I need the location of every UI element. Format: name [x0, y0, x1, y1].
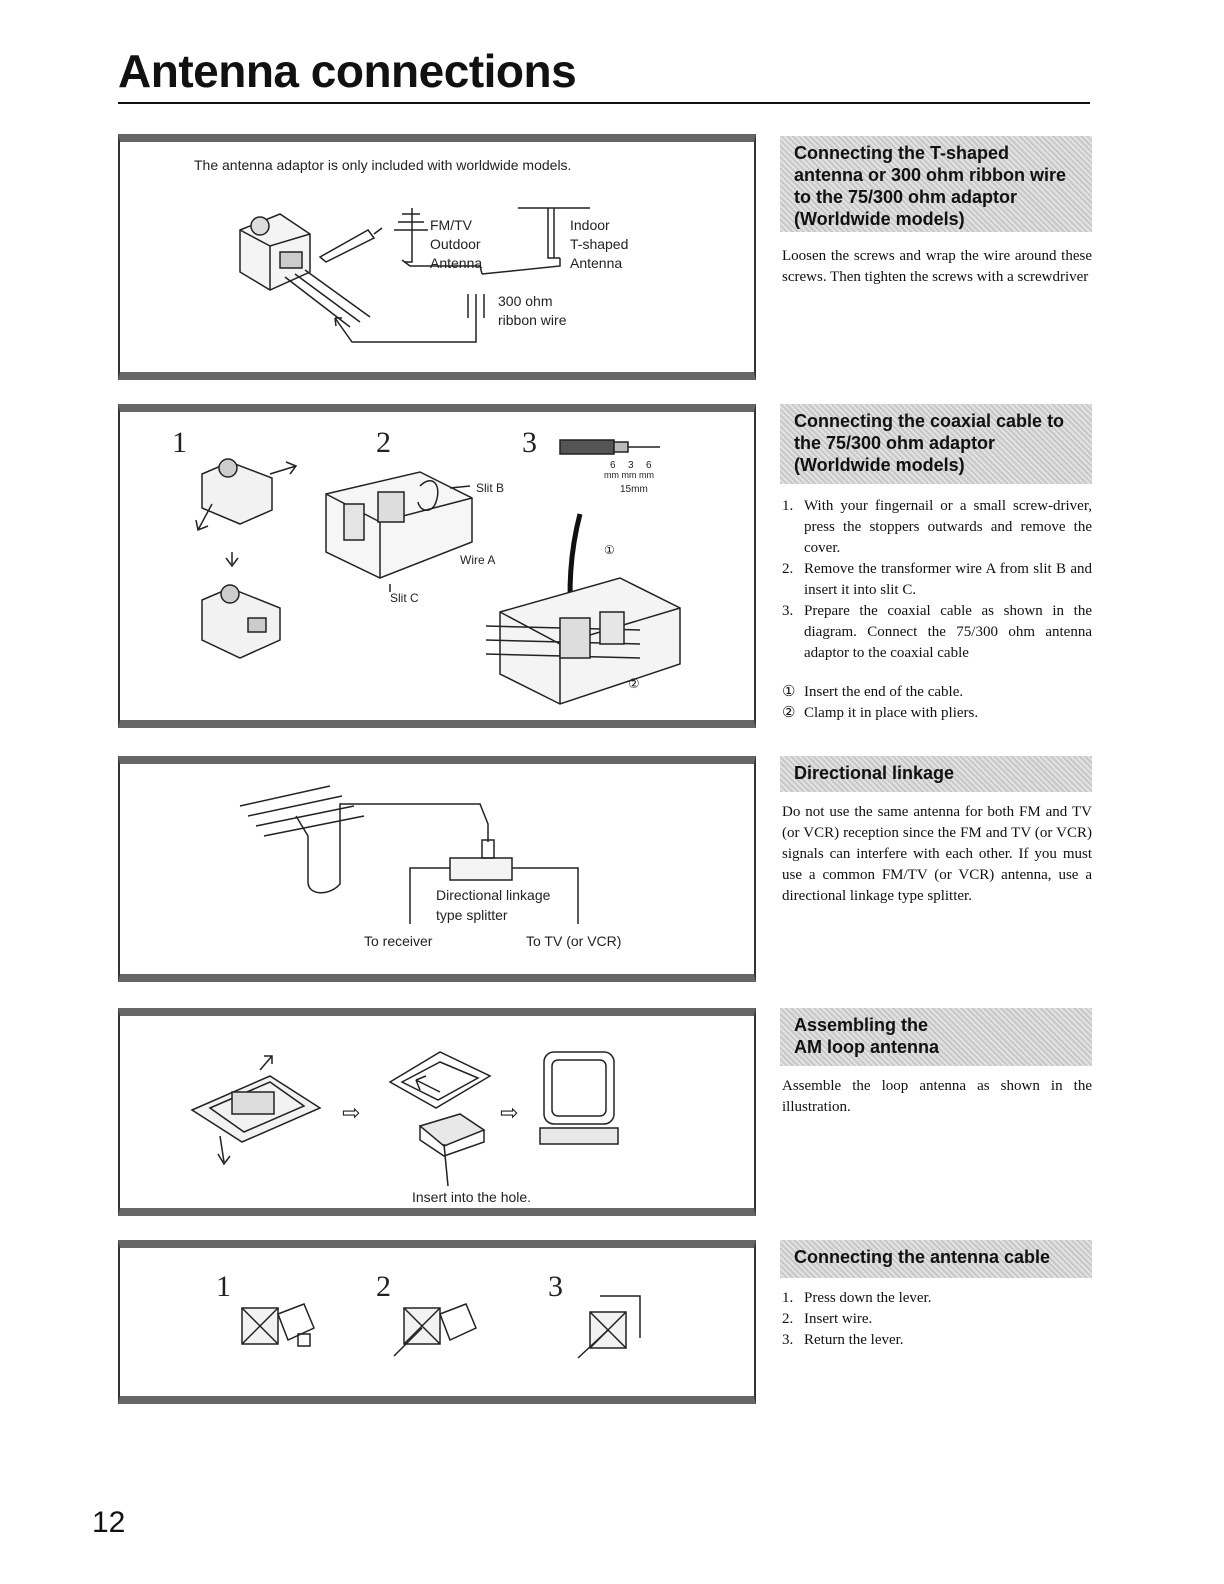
heading-antenna-cable: Connecting the antenna cable	[780, 1240, 1092, 1278]
cable-diagram-panel	[118, 1240, 756, 1404]
splitter-diagram	[120, 764, 754, 974]
terminal-lever-return-icon	[578, 1296, 640, 1358]
cable-step-1: 1	[216, 1270, 231, 1303]
screwdriver-icon	[320, 228, 382, 262]
coax-step-3: 3	[522, 426, 537, 459]
fm-tv-label: FM/TV	[430, 217, 472, 233]
cable-step: 1. Press down the lever.	[782, 1290, 932, 1306]
heading-tshaped: Connecting the T-shaped antenna or 300 ohm ribbon wire to the 75/300 ohm adaptor (Worldwide models)	[780, 136, 1092, 232]
am-loop-diagram-panel	[118, 1008, 756, 1216]
cable-steps	[782, 1288, 1092, 1351]
callout-1: ①	[604, 543, 615, 557]
title-rule	[118, 102, 1090, 104]
ribbon-wire-label: ribbon wire	[498, 312, 567, 328]
worldwide-note: The antenna adaptor is only included with worldwide models.	[194, 157, 572, 173]
ribbon-300-label: 300 ohm	[498, 293, 553, 309]
dim-mm: mm mm mm	[604, 470, 654, 480]
coaxial-step: 3. Prepare the coaxial cable as shown in the diagram. Connect the 75/300 ohm antenna adaptor to the coaxial cable	[782, 603, 1092, 661]
coax-step-2: 2	[376, 426, 391, 459]
indoor-antenna-label: Antenna	[570, 255, 623, 271]
dim-6a: 6	[610, 460, 616, 471]
heading-directional: Directional linkage	[780, 756, 1092, 792]
splitter-label-1: Directional linkage	[436, 887, 551, 903]
cable-diagram	[120, 1248, 754, 1396]
wire-a-label: Wire A	[460, 553, 496, 567]
cable-step-2: 2	[376, 1270, 391, 1303]
am-loop-diagram	[120, 1016, 754, 1208]
adaptor-illustration	[240, 214, 370, 327]
coax-step-1: 1	[172, 426, 187, 459]
coaxial-note: ② Clamp it in place with pliers.	[782, 705, 979, 721]
coaxial-note: ① Insert the end of the cable.	[782, 684, 964, 700]
callout-2: ②	[628, 676, 640, 691]
coaxial-cable-icon	[560, 440, 660, 454]
loop-base-illustration	[192, 1056, 320, 1164]
t-shaped-label: T-shaped	[570, 236, 629, 252]
slit-c-label: Slit C	[390, 591, 419, 605]
outdoor-label: Outdoor	[430, 236, 481, 252]
coaxial-diagram	[120, 412, 754, 720]
indoor-label: Indoor	[570, 217, 610, 233]
adaptor-with-cable-illustration	[486, 578, 680, 704]
coaxial-steps	[782, 496, 1092, 664]
adaptor-diagram-panel	[118, 134, 756, 380]
coaxial-diagram-panel	[118, 404, 756, 728]
dim-3: 3	[628, 460, 634, 471]
dim-6b: 6	[646, 460, 652, 471]
antenna-label: Antenna	[430, 255, 483, 271]
assembled-loop-illustration	[540, 1052, 618, 1144]
coaxial-step: 1. With your fingernail or a small screw-driver, press the stoppers outwards and remove the cover.	[782, 498, 1092, 556]
splitter-diagram-panel	[118, 756, 756, 982]
insert-hole-label: Insert into the hole.	[412, 1189, 532, 1205]
to-tv-label: To TV (or VCR)	[526, 933, 622, 949]
loop-assembly-illustration	[390, 1052, 490, 1186]
cable-step-3: 3	[548, 1270, 563, 1303]
heading-coaxial: Connecting the coaxial cable to the 75/300 ohm adaptor (Worldwide models)	[780, 404, 1092, 484]
page-title: Antenna connections	[118, 45, 577, 97]
arrow-right-icon-2: ⇨	[500, 1100, 519, 1125]
to-receiver-label: To receiver	[364, 933, 433, 949]
am-loop-body: Assemble the loop antenna as shown in the illustration.	[782, 1078, 1092, 1115]
coaxial-notes	[782, 682, 1092, 724]
opened-adaptor-illustration	[326, 472, 472, 592]
arrow-right-icon-1: ⇨	[342, 1100, 361, 1125]
cable-step: 3. Return the lever.	[782, 1332, 904, 1348]
heading-am-loop: Assembling the AM loop antenna	[780, 1008, 1092, 1066]
slit-b-label: Slit B	[476, 481, 505, 495]
splitter-label-2: type splitter	[436, 907, 508, 923]
tshaped-body: Loosen the screws and wrap the wire around these screws. Then tighten the screws with a screwdriver	[782, 248, 1092, 285]
page-number: 12	[92, 1506, 126, 1539]
coaxial-step: 2. Remove the transformer wire A from slit B and insert it into slit C.	[782, 561, 1092, 598]
cable-step: 2. Insert wire.	[782, 1311, 873, 1327]
ribbon-wire-icon	[335, 294, 484, 342]
directional-body: Do not use the same antenna for both FM and TV (or VCR) reception since the FM and TV (or VCR) signals can interfere with each other. If you must use a common FM/TV (or VCR) antenna, use a directional linkage type splitter.	[782, 804, 1092, 904]
dim-15mm: 15mm	[620, 484, 648, 495]
terminal-insert-wire-icon	[394, 1304, 476, 1356]
adaptor-cover-illustration	[196, 459, 296, 658]
adaptor-diagram	[120, 142, 754, 372]
terminal-lever-down-icon	[242, 1304, 314, 1346]
